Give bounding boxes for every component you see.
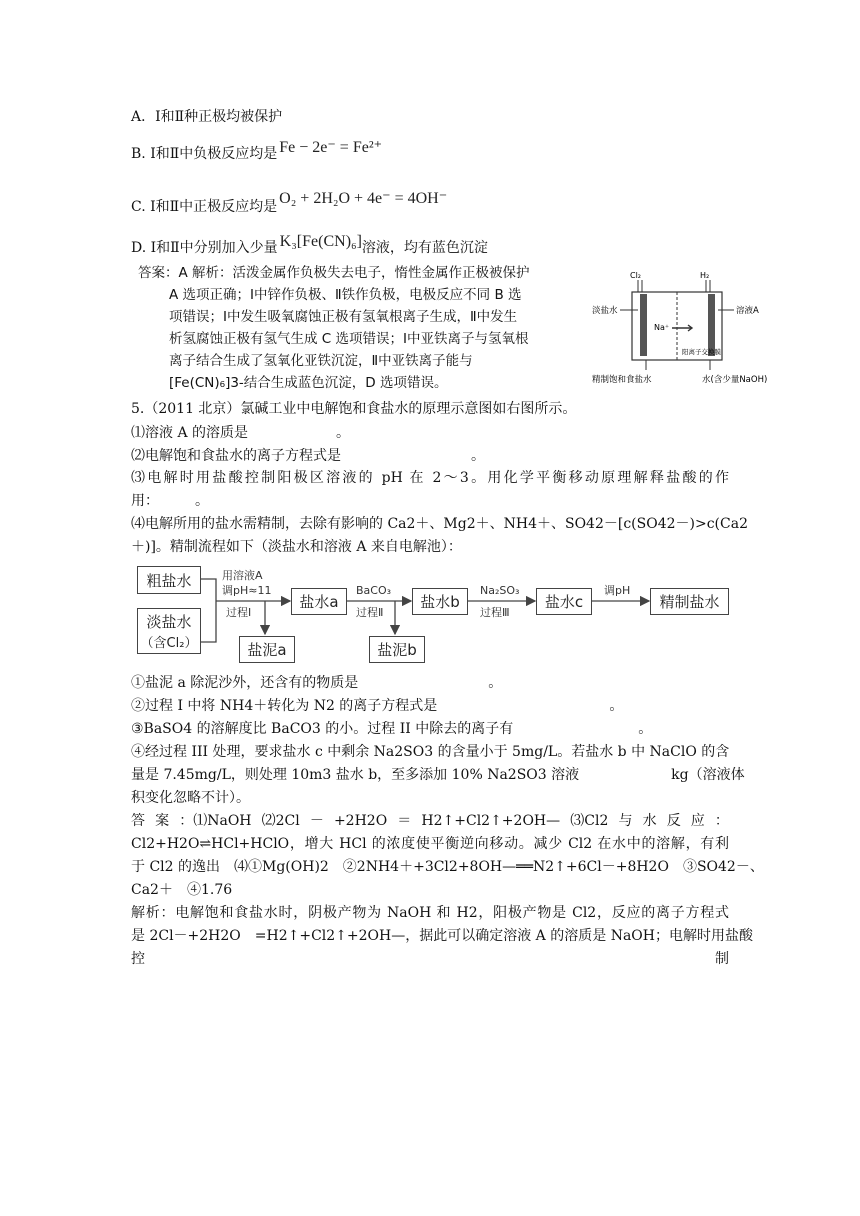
cl2-label: Cl₂: [630, 271, 642, 280]
flow-refined-brine: 精制盐水: [650, 588, 729, 615]
option-d-tail: 溶液，均有蓝色沉淀: [361, 240, 488, 256]
step2-label-top: BaCO₃: [356, 584, 392, 597]
option-d-equation: K₃[Fe(CN)₆]: [279, 233, 362, 250]
answer4-line4: 析氢腐蚀正极有氢气生成 C 选项错误；Ⅰ中亚铁离子与氢氧根: [169, 331, 529, 347]
step2-label-bottom: 过程Ⅱ: [356, 606, 384, 619]
q5-part3-line1: ⑶电解时用盐酸控制阳极区溶液的 pH 在 2～3。用化学平衡移动原理解释盐酸的作: [131, 470, 729, 486]
q5-sub3: ③BaSO4 的溶解度比 BaCO3 的小。过程 II 中除去的离子有 。: [131, 721, 653, 737]
option-b-equation: Fe − 2e⁻ = Fe²⁺: [279, 139, 383, 156]
q5-sub4-line1: ④经过程 III 处理，要求盐水 c 中剩余 Na2SO3 的含量小于 5mg/L。若盐水 b 中 NaClO 的含: [131, 744, 730, 760]
q5-sub4-line3: 积变化忽略不计）。: [131, 790, 250, 806]
answer4-line5: 离子结合生成了氢氧化亚铁沉淀，Ⅱ中亚铁离子能与: [169, 353, 473, 369]
option-c-equation: O₂ + 2H₂O + 4e⁻ = 4OH⁻: [279, 190, 448, 207]
flow-dilute-brine: 淡盐水 （含Cl₂）: [137, 608, 201, 654]
answer5-line1: 答 案 ：⑴NaOH ⑵2Cl － +2H2O ＝ H2↑+Cl2↑+2OH— ⑶Cl2 与 水 反 应 ：: [131, 813, 729, 829]
h2-outlet: [706, 280, 710, 292]
option-c-text: C. Ⅰ和Ⅱ中正极反应均是: [131, 199, 278, 215]
bottom-left-label: 精制饱和食盐水: [592, 375, 652, 385]
q5-sub2: ②过程 I 中将 NH4＋转化为 N2 的离子方程式是 。: [131, 698, 624, 714]
flow-crude-brine: 粗盐水: [137, 566, 201, 594]
answer5-line2: Cl2+H2O⇌HCl+HClO，增大 HCl 的浓度使平衡逆向移动。减少 Cl2 在水中的溶解，有利: [131, 836, 729, 852]
explanation-line3: 控 制: [131, 951, 729, 967]
q5-part4-line2: ＋)]。精制流程如下（淡盐水和溶液 A 来自电解池）：: [131, 539, 462, 555]
step3-label-top: Na₂SO₃: [480, 584, 520, 597]
membrane-label: 阳离子交换膜: [682, 348, 721, 356]
explanation-line2: 是 2Cl－+2H2O =H2↑+Cl2↑+2OH—，据此可以确定溶液 A 的溶质是 NaOH；电解时用盐酸: [131, 928, 753, 944]
flow-brine-b: 盐水b: [412, 588, 468, 615]
answer5-line3: 于 Cl2 的逸出 ⑷①Mg(OH)2 ②2NH4＋+3Cl2+8OH—══N2↑+6Cl－+8H2O ③SO42－、: [131, 859, 764, 875]
electrolysis-cell-diagram: [590, 268, 790, 390]
step1-label-top1: 用溶液A: [222, 569, 263, 582]
q5-part4-line1: ⑷电解所用的盐水需精制，去除有影响的 Ca2＋、Mg2＋、NH4＋、SO42－[c(SO42－)>c(Ca2: [131, 516, 748, 532]
explanation-line1: 解析：电解饱和食盐水时，阴极产物为 NaOH 和 H2，阳极产物是 Cl2，反应的离子方程式: [131, 905, 729, 921]
step1-label-top2: 调pH≈11: [222, 584, 272, 597]
step3-label-bottom: 过程Ⅲ: [480, 606, 510, 619]
q5-part1: ⑴溶液 A 的溶质是 。: [131, 425, 351, 441]
q5-part2: ⑵电解饱和食盐水的离子方程式是 。: [131, 448, 485, 464]
flowchart-connectors: [130, 556, 740, 666]
h2-label: H₂: [700, 271, 710, 280]
anode: [640, 294, 647, 356]
step4-label-top: 调pH: [604, 584, 631, 597]
q5-sub4-line2: 量是 7.45mg/L，则处理 10m3 盐水 b，至多添加 10% Na2SO3 溶液 kg（溶液体: [131, 767, 745, 783]
answer4-line6: [Fe(CN)₆]3-结合生成蓝色沉淀，D 选项错误。: [169, 375, 448, 391]
merge-bracket: [200, 579, 216, 642]
bottom-right-label: 水(含少量NaOH): [702, 375, 768, 385]
flow-mud-b: 盐泥b: [369, 636, 425, 663]
step1-label-bottom: 过程Ⅰ: [226, 606, 252, 619]
q5-sub1: ①盐泥 a 除泥沙外，还含有的物质是 。: [131, 675, 503, 691]
option-b-text: B. Ⅰ和Ⅱ中负极反应均是: [131, 146, 278, 162]
answer4-line2: A 选项正确；Ⅰ中锌作负极、Ⅱ铁作负极，电极反应不同 B 选: [169, 287, 522, 303]
option-d-text: D. Ⅰ和Ⅱ中分别加入少量: [131, 240, 278, 256]
left-inlet-label: 淡盐水: [592, 306, 618, 316]
q5-part3-line2: 用： 。: [131, 493, 209, 509]
answer4-line1: 答案：A 解析：活泼金属作负极失去电子，惰性金属作正极被保护: [138, 265, 530, 281]
right-outlet-label: 溶液A: [736, 306, 759, 316]
cl2-outlet: [638, 280, 642, 292]
option-a: A．Ⅰ和Ⅱ种正极均被保护: [131, 109, 283, 125]
na-ion-label: Na⁺: [654, 323, 670, 332]
flow-mud-a: 盐泥a: [239, 636, 295, 663]
flow-brine-c: 盐水c: [536, 588, 592, 615]
option-c: [131, 190, 448, 217]
answer5-line4: Ca2＋ ④1.76: [131, 882, 233, 898]
cathode: [708, 294, 715, 356]
flow-brine-a: 盐水a: [291, 588, 347, 615]
option-b: [131, 139, 383, 164]
q5-title: 5.（2011 北京）氯碱工业中电解饱和食盐水的原理示意图如右图所示。: [131, 401, 577, 417]
na-arrow: [672, 325, 692, 331]
option-d: [131, 233, 488, 258]
answer4-line3: 项错误；Ⅰ中发生吸氧腐蚀正极有氢氧根离子生成，Ⅱ中发生: [169, 309, 518, 325]
